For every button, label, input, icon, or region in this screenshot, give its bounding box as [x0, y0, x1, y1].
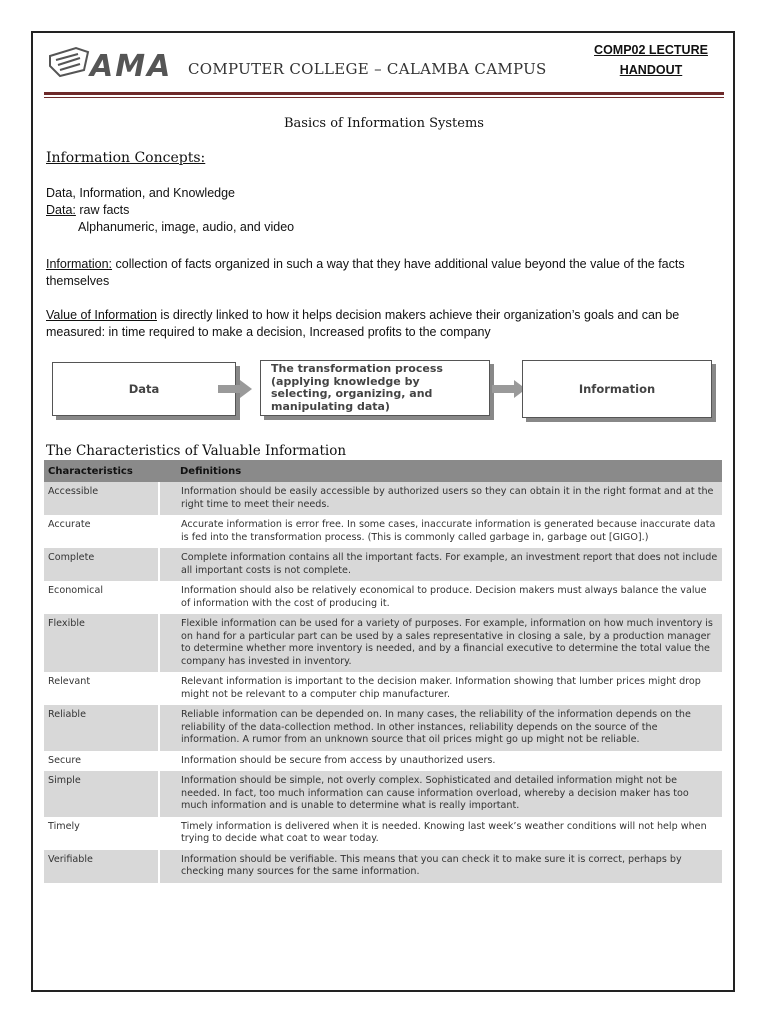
data-label: Data:: [46, 203, 76, 217]
table-row: [44, 751, 722, 772]
table-row: [44, 850, 722, 883]
table-row: [44, 482, 722, 515]
table-row: [44, 705, 722, 751]
characteristic-cell: Reliable: [44, 705, 159, 751]
characteristic-cell: Relevant: [44, 672, 159, 705]
transformation-diagram: [52, 360, 722, 430]
definition-cell: Reliable information can be depended on. In many cases, the reliability of the information depends on the reliability of the data-collection method. In other instances, reliability depends on the source of the information. A rumor from an unknown source that oil prices might go up might not be reliable.: [159, 705, 722, 751]
course-code: COMP02 LECTURE: [594, 43, 708, 57]
table-row: [44, 515, 722, 548]
table-row: [44, 548, 722, 581]
information-label: Information:: [46, 257, 113, 271]
header-rule-thin: [44, 97, 724, 98]
definition-cell: Information should be easily accessible by authorized users so they can obtain it in the right format and at the right time to meet their needs.: [159, 482, 722, 515]
definition-cell: Complete information contains all the important facts. For example, an investment report that does not include all important costs is not complete.: [159, 548, 722, 581]
characteristic-cell: Timely: [44, 817, 159, 850]
table-row: [44, 817, 722, 850]
header-definitions: Definitions: [159, 460, 722, 482]
definition-cell: Information should also be relatively economical to produce. Decision makers must always balance the value of information with the cost of producing it.: [159, 581, 722, 614]
table-row: [44, 771, 722, 817]
concepts-line: Data, Information, and Knowledge: [46, 186, 236, 200]
ama-logo-text: AMA: [90, 49, 173, 80]
characteristic-cell: Simple: [44, 771, 159, 817]
definition-cell: Flexible information can be used for a variety of purposes. For example, information on how much inventory is on hand for a particular part can be used by a sales representative in closing a sale, by a production manager to determine whether more inventory is needed, and by a financial executive to determine the total value the company has invested in inventory.: [159, 614, 722, 672]
handout-label: [576, 40, 726, 80]
characteristic-cell: Accessible: [44, 482, 159, 515]
definition-cell: Timely information is delivered when it is needed. Knowing last week’s weather conditions will not help when trying to decide what coat to wear today.: [159, 817, 722, 850]
definition-cell: Relevant information is important to the decision maker. Information showing that lumber prices might drop might not be relevant to a computer chip manufacturer.: [159, 672, 722, 705]
characteristic-cell: Secure: [44, 751, 159, 772]
info-concepts-heading: Information Concepts:: [46, 150, 206, 166]
characteristics-table: [44, 460, 722, 883]
data-definition: [46, 202, 294, 219]
header-rule: [44, 92, 724, 95]
page-header: [46, 40, 726, 96]
data-box: Data: [52, 362, 236, 416]
definition-cell: Information should be secure from access by unauthorized users.: [159, 751, 722, 772]
table-row: [44, 672, 722, 705]
characteristic-cell: Accurate: [44, 515, 159, 548]
data-types: Alphanumeric, image, audio, and video: [78, 220, 295, 234]
handout-text: HANDOUT: [619, 63, 683, 77]
characteristic-cell: Complete: [44, 548, 159, 581]
definition-cell: Information should be simple, not overly complex. Sophisticated and detailed information might not be needed. In fact, too much information can cause information overload, whereby a decision maker has too much information and is unable to determine what is really important.: [159, 771, 722, 817]
information-definition: [46, 256, 716, 290]
definition-cell: Accurate information is error free. In some cases, inaccurate information is generated because inaccurate data is fed into the transformation process. (This is commonly called garbage in, garbage out [GIGO].): [159, 515, 722, 548]
table-title: The Characteristics of Valuable Information: [46, 443, 347, 459]
header-characteristics: Characteristics: [44, 460, 159, 482]
information-text: collection of facts organized in such a way that they have additional value beyond the value of the facts themselves: [46, 257, 685, 288]
value-label: Value of Information: [46, 308, 157, 322]
arrow-right-icon: [218, 378, 254, 400]
data-text: raw facts: [75, 203, 130, 217]
concepts-list: [46, 185, 294, 236]
value-definition: [46, 307, 718, 341]
table-header-row: [44, 460, 722, 482]
value-text: is directly linked to how it helps decision makers achieve their organization’s goals and can be measured: in time required to make a decision, Increased profits to the company: [46, 308, 680, 339]
process-box: The transformation process (applying knowledge by selecting, organizing, and manipulating data): [260, 360, 490, 416]
page-title: Basics of Information Systems: [284, 116, 484, 131]
campus-name: COMPUTER COLLEGE – CALAMBA CAMPUS: [188, 60, 547, 78]
ama-logo: [46, 44, 186, 80]
information-box: Information: [522, 360, 712, 418]
table-row: [44, 581, 722, 614]
characteristic-cell: Economical: [44, 581, 159, 614]
definition-cell: Information should be verifiable. This means that you can check it to make sure it is correct, perhaps by checking many sources for the same information.: [159, 850, 722, 883]
characteristic-cell: Verifiable: [44, 850, 159, 883]
characteristic-cell: Flexible: [44, 614, 159, 672]
table-row: [44, 614, 722, 672]
